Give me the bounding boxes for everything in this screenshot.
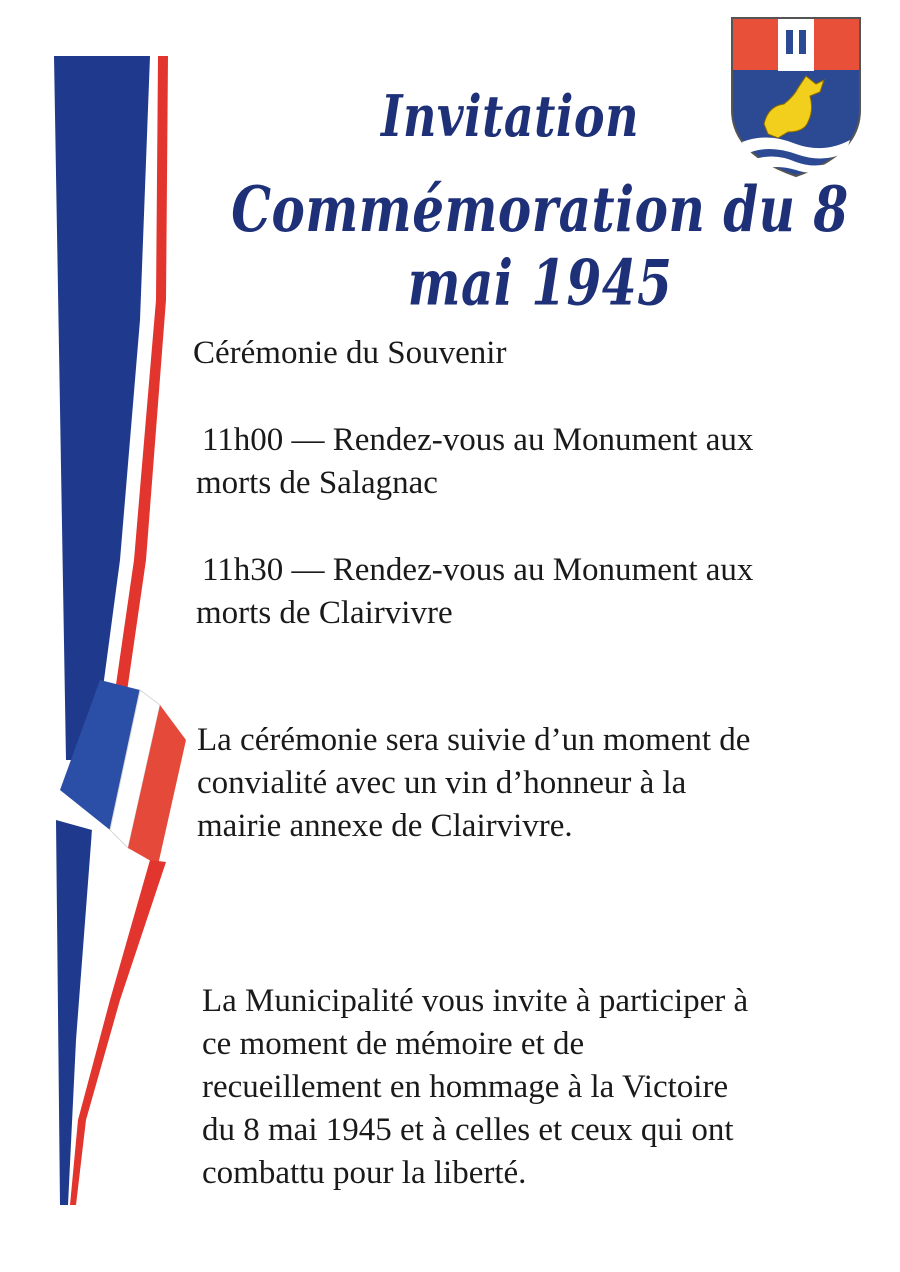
reception-paragraph — [197, 719, 750, 848]
crest-tower-window-right — [799, 30, 806, 54]
schedule-item — [196, 549, 753, 635]
invitation-paragraph — [202, 980, 748, 1195]
schedule-location-line: morts de Salagnac — [196, 465, 438, 501]
paragraph-line: La cérémonie sera suivie d’un moment de — [197, 722, 751, 758]
schedule-item — [196, 419, 753, 505]
schedule-time-line: 11h00 — Rendez-vous au Monument aux — [202, 422, 754, 458]
tricolor-ribbon — [0, 0, 220, 1272]
paragraph-line: combattu pour la liberté. — [202, 1155, 527, 1191]
paragraph-line: ce moment de mémoire et de — [202, 1026, 585, 1062]
paragraph-line: du 8 mai 1945 et à celles et ceux qui ont — [202, 1112, 734, 1148]
page-subtitle-heading: Commémoration du 8 mai 1945 — [231, 172, 849, 320]
page-title: Invitation — [380, 82, 640, 150]
paragraph-line: convialité avec un vin d’honneur à la — [197, 765, 687, 801]
paragraph-line: La Municipalité vous invite à participer à — [202, 983, 749, 1019]
crest-tower-window-left — [786, 30, 793, 54]
paragraph-line: recueillement en hommage à la Victoire — [202, 1069, 729, 1105]
ceremony-subtitle: Cérémonie du Souvenir — [193, 335, 507, 371]
schedule-location-line: morts de Clairvivre — [196, 595, 453, 631]
schedule-time-line: 11h30 — Rendez-vous au Monument aux — [202, 552, 754, 588]
crest-tower — [778, 19, 814, 71]
paragraph-line: mairie annexe de Clairvivre. — [197, 808, 573, 844]
